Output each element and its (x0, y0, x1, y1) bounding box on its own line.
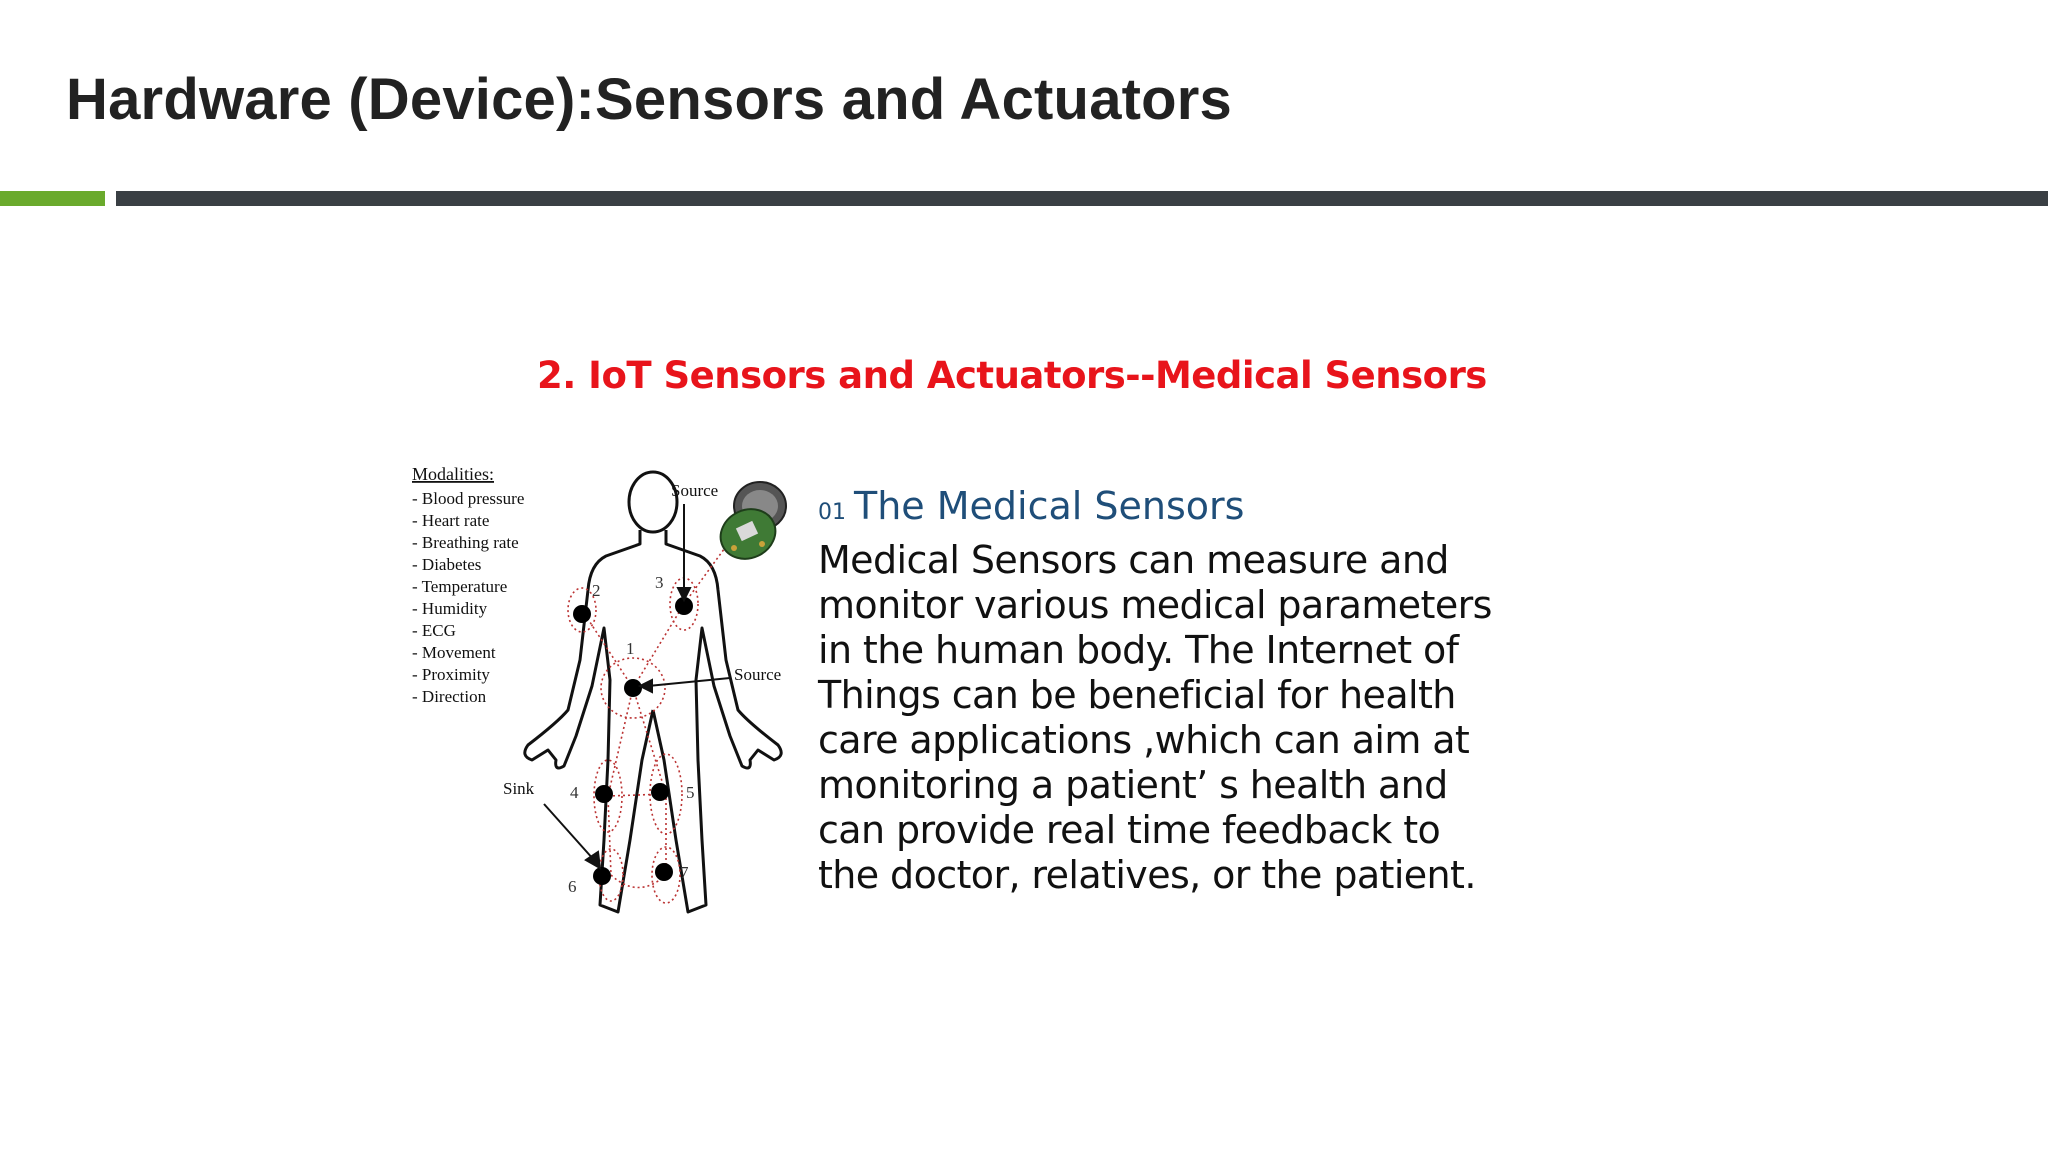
node-number-2: 2 (592, 581, 601, 600)
modality-item: - ECG (412, 621, 456, 640)
modality-item: - Humidity (412, 599, 488, 618)
node-number-5: 5 (686, 783, 695, 802)
modality-item: - Heart rate (412, 511, 490, 530)
slide-title: Hardware (Device):Sensors and Actuators (66, 67, 1233, 132)
title-accent-bar-green (0, 191, 105, 206)
subheading-number: 01 (818, 500, 846, 525)
label-sink: Sink (503, 779, 535, 798)
node-number-6: 6 (568, 877, 577, 896)
label-source-top: Source (671, 481, 719, 500)
section-heading: 2. IoT Sensors and Actuators--Medical Sensors (537, 354, 1487, 397)
body-sensor-diagram (408, 460, 788, 922)
node-number-4: 4 (570, 783, 579, 802)
sensor-node-7 (655, 863, 673, 881)
description-line: the doctor, relatives, or the patient. (818, 853, 1476, 897)
title-accent-bar-dark (116, 191, 2048, 206)
modality-item: - Diabetes (412, 555, 482, 574)
subheading-label: The Medical Sensors (854, 484, 1245, 528)
description-line: can provide real time feedback to (818, 808, 1441, 852)
sensor-node-6 (593, 867, 611, 885)
description-line: care applications ,which can aim at (818, 718, 1470, 762)
description-line: monitor various medical parameters (818, 583, 1492, 627)
modality-item: - Blood pressure (412, 489, 525, 508)
description-line: Things can be beneficial for health (818, 673, 1456, 717)
body-sensor-figure (408, 460, 788, 922)
node-number-1: 1 (626, 639, 635, 658)
description-line: monitoring a patient’ s health and (818, 763, 1448, 807)
label-source-right: Source (734, 665, 782, 684)
node-number-3: 3 (655, 573, 664, 592)
sensor-node-2 (573, 605, 591, 623)
modality-item: - Movement (412, 643, 496, 662)
medical-sensors-description (818, 538, 1498, 898)
modalities-list (412, 489, 524, 706)
modality-item: - Temperature (412, 577, 508, 596)
medical-sensors-subheading (818, 484, 1244, 528)
sensor-node-4 (595, 785, 613, 803)
node-number-7: 7 (680, 863, 689, 882)
modality-item: - Direction (412, 687, 487, 706)
description-line: in the human body. The Internet of (818, 628, 1459, 672)
sensor-device-image (712, 482, 786, 568)
sensor-node-1 (624, 679, 642, 697)
modality-item: - Breathing rate (412, 533, 519, 552)
description-line: Medical Sensors can measure and (818, 538, 1449, 582)
modality-item: - Proximity (412, 665, 490, 684)
modalities-title: Modalities: (412, 464, 494, 484)
sensor-node-5 (651, 783, 669, 801)
